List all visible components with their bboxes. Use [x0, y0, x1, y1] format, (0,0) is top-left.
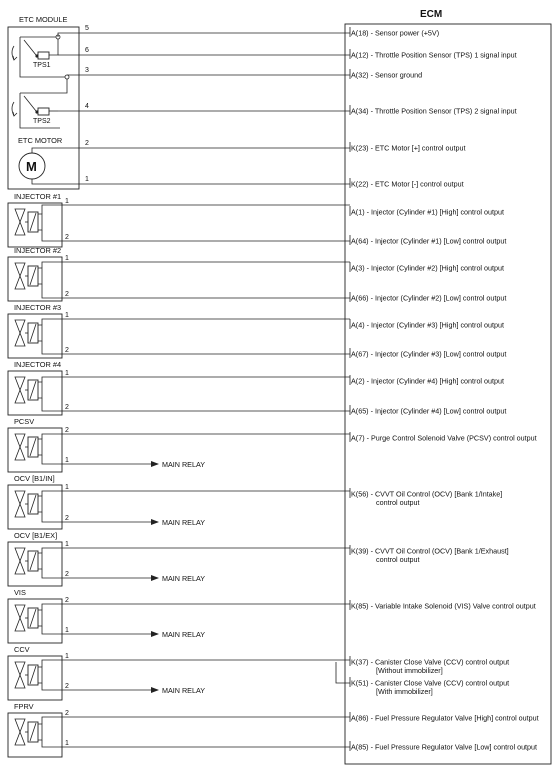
ecm-connection — [350, 262, 504, 273]
ecm-pin: A — [351, 406, 356, 416]
ecm-connection-label — [351, 29, 439, 38]
component-title: CCV — [14, 645, 30, 654]
ecm-connection — [350, 405, 506, 416]
ecm-desc: - Fuel Pressure Regulator Valve [High] control output — [368, 713, 539, 723]
wire-number: 1 — [65, 255, 69, 262]
ecm-pin: A — [351, 263, 356, 273]
solenoid-components — [8, 192, 350, 757]
wire-number: 1 — [65, 312, 69, 319]
ecm-desc: - Injector (Cylinder #2) [Low] control output — [368, 293, 507, 303]
component-title: INJECTOR #2 — [14, 246, 62, 255]
ecm-connection — [350, 27, 439, 38]
ecm-pin: K — [351, 546, 356, 556]
component-title: OCV [B1/IN] — [14, 474, 55, 483]
ecm-desc: - Throttle Position Sensor (TPS) 1 signal input — [368, 50, 517, 60]
ecm-connection — [350, 178, 464, 189]
ecm-term: (22) — [355, 179, 369, 189]
ecm-pin: A — [351, 320, 356, 330]
ecm-term: (64) — [355, 236, 369, 246]
ecm-desc: - Injector (Cylinder #1) [Low] control output — [368, 236, 507, 246]
ecm-connection — [350, 142, 465, 153]
ecm-term: (34) — [355, 106, 369, 116]
ecm-connection-label — [351, 237, 506, 246]
ecm-connection-label — [351, 490, 502, 499]
ecm-connection — [350, 49, 517, 60]
ecm-pin: K — [351, 489, 356, 499]
ecm-term: (23) — [355, 143, 369, 153]
main-relay-label: MAIN RELAY — [162, 518, 206, 527]
component-title: OCV [B1/EX] — [14, 531, 58, 540]
ecm-desc: - Purge Control Solenoid Valve (PCSV) control output — [364, 433, 537, 443]
ecm-desc: - Throttle Position Sensor (TPS) 2 signal input — [368, 106, 517, 116]
etc-wire-1: 1 — [85, 176, 89, 183]
ecm-connection-label — [351, 294, 506, 303]
ecm-desc: - Sensor power (+5V) — [368, 28, 440, 38]
component-3 — [8, 303, 350, 358]
wire-number: 2 — [65, 404, 69, 411]
wire-number: 2 — [65, 683, 69, 690]
ecm-term: (7) — [355, 433, 365, 443]
etc-motor-title: ETC MOTOR — [18, 136, 63, 145]
ecm-connection-label — [351, 407, 506, 416]
etc-module-title: ETC MODULE — [19, 15, 68, 24]
ecm-connection-label — [351, 71, 422, 80]
ecm-term: (12) — [355, 50, 369, 60]
etc-motor-symbol: M — [26, 159, 37, 174]
wire-number: 2 — [65, 427, 69, 434]
ecm-connection — [350, 712, 539, 723]
ecm-connection-label — [351, 714, 539, 723]
ecm-term: (66) — [355, 293, 369, 303]
ecm-connection — [350, 375, 504, 386]
ecm-connection — [350, 292, 506, 303]
ecm-desc: - Fuel Pressure Regulator Valve [Low] control output — [368, 742, 538, 752]
ecm-connection-label — [351, 547, 509, 556]
wire-number: 1 — [65, 541, 69, 548]
wire-number: 2 — [65, 597, 69, 604]
ecm-connection-label — [351, 743, 537, 752]
ecm-pin: K — [351, 601, 356, 611]
etc-wires — [32, 25, 350, 184]
ecm-connection-label — [351, 51, 517, 60]
component-title: INJECTOR #4 — [14, 360, 62, 369]
component-6 — [8, 474, 350, 529]
ecm-pin: A — [351, 28, 356, 38]
component-7 — [8, 531, 350, 586]
ecm-connection-label — [351, 107, 517, 116]
ecm-connection — [350, 348, 506, 359]
ecm-pin: A — [351, 236, 356, 246]
ecm-connection-label — [351, 144, 465, 153]
wire-number: 1 — [65, 198, 69, 205]
ecm-pin: A — [351, 207, 356, 217]
ecm-pin: K — [351, 678, 356, 688]
ecm-pin: A — [351, 106, 356, 116]
ecm-desc: - Sensor ground — [368, 70, 423, 80]
ecm-desc: - Injector (Cylinder #3) [Low] control output — [368, 349, 507, 359]
ecm-connection-label — [351, 602, 536, 611]
ecm-pin: A — [351, 349, 356, 359]
wire-number: 2 — [65, 571, 69, 578]
component-2 — [8, 246, 350, 301]
wire-number: 1 — [65, 653, 69, 660]
ecm-term: (32) — [355, 70, 369, 80]
ecm-desc: - Canister Close Valve (CCV) control output — [368, 678, 510, 688]
main-relay-label: MAIN RELAY — [162, 574, 206, 583]
component-9 — [8, 645, 350, 700]
ecm-connection-label — [351, 180, 464, 189]
ecm-term: (85) — [355, 601, 369, 611]
ecm-connection — [350, 105, 517, 116]
ecm-term: (51) — [355, 678, 369, 688]
ecm-connection — [350, 69, 422, 80]
ecm-desc: - ETC Motor [-] control output — [368, 179, 464, 189]
component-1 — [8, 192, 350, 247]
ecm-desc: - Injector (Cylinder #4) [Low] control output — [368, 406, 507, 416]
main-relay-label: MAIN RELAY — [162, 460, 206, 469]
ecm-term: (3) — [355, 263, 365, 273]
etc-wire-2: 2 — [85, 140, 89, 147]
etc-wire-6: 6 — [85, 47, 89, 54]
ecm-connection-label — [351, 350, 506, 359]
ecm-term: (67) — [355, 349, 369, 359]
ecm-desc: - Injector (Cylinder #1) [High] control output — [364, 207, 505, 217]
ecm-connection — [350, 741, 537, 752]
ecm-term: (18) — [355, 28, 369, 38]
ecm-connection — [350, 600, 536, 611]
ecm-term: (1) — [355, 207, 365, 217]
ecm-pin: K — [351, 179, 356, 189]
ecm-desc: - Variable Intake Solenoid (VIS) Valve control output — [368, 601, 536, 611]
ecm-pin: A — [351, 713, 356, 723]
main-relay-label: MAIN RELAY — [162, 686, 206, 695]
component-title: PCSV — [14, 417, 35, 426]
ecm-desc: - Canister Close Valve (CCV) control output — [368, 657, 510, 667]
etc-wire-3: 3 — [85, 67, 89, 74]
ecm-term: (4) — [355, 320, 365, 330]
ecm-term: (85) — [355, 742, 369, 752]
ecm-connection — [350, 319, 504, 330]
ecm-connection-label — [351, 377, 504, 386]
ecm-term: (37) — [355, 657, 369, 667]
ecm-term: (56) — [355, 489, 369, 499]
ecm-pin: A — [351, 433, 356, 443]
ecm-desc: - ETC Motor [+] control output — [368, 143, 466, 153]
ecm-term: (86) — [355, 713, 369, 723]
ecm-pin: A — [351, 742, 356, 752]
ecm-term: (2) — [355, 376, 365, 386]
component-title: FPRV — [14, 702, 34, 711]
ecm-connection-label-2: [With immobilizer] — [376, 687, 433, 696]
ecm-term: (65) — [355, 406, 369, 416]
wire-number: 2 — [65, 347, 69, 354]
ecm-pin: K — [351, 657, 356, 667]
ecm-connection — [350, 206, 504, 217]
etc-module — [8, 15, 79, 189]
ecm-connection-label-2: control output — [376, 498, 420, 507]
component-title: INJECTOR #1 — [14, 192, 62, 201]
ecm-desc: - CVVT Oil Control (OCV) [Bank 1/Exhaust] — [368, 546, 509, 556]
ecm-pin: A — [351, 293, 356, 303]
wire-number: 1 — [65, 740, 69, 747]
ecm-pin: K — [351, 143, 356, 153]
ecm-term: (39) — [355, 546, 369, 556]
wire-number: 2 — [65, 515, 69, 522]
ecm-desc: - CVVT Oil Control (OCV) [Bank 1/Intake] — [368, 489, 503, 499]
ecm-desc: - Injector (Cylinder #4) [High] control output — [364, 376, 505, 386]
etc-wire-5: 5 — [85, 25, 89, 32]
ecm-connection-label-2: [Without immobilizer] — [376, 666, 443, 675]
component-title: INJECTOR #3 — [14, 303, 62, 312]
ecm-connection — [350, 432, 537, 443]
ecm-title: ECM — [420, 9, 443, 20]
ecm-pin: A — [351, 70, 356, 80]
component-10 — [8, 702, 350, 757]
wire-number: 2 — [65, 291, 69, 298]
component-5 — [8, 417, 350, 472]
ecm-connection — [350, 235, 506, 246]
component-8 — [8, 588, 350, 643]
component-title: VIS — [14, 588, 26, 597]
component-4 — [8, 360, 350, 415]
ecm-pin: A — [351, 50, 356, 60]
ecm-connection-label-2: control output — [376, 555, 420, 564]
ecm-desc: - Injector (Cylinder #2) [High] control output — [364, 263, 505, 273]
ecm-pin: A — [351, 376, 356, 386]
etc-wire-4: 4 — [85, 103, 89, 110]
ecm-connection-label — [351, 434, 537, 443]
tps1-label: TPS1 — [33, 62, 51, 69]
ecm-connection-label — [351, 264, 504, 273]
main-relay-label: MAIN RELAY — [162, 630, 206, 639]
ecm-connection-label — [351, 321, 504, 330]
wire-number: 1 — [65, 457, 69, 464]
wire-number: 1 — [65, 627, 69, 634]
tps2-label: TPS2 — [33, 118, 51, 125]
ecm-box — [345, 24, 551, 764]
ecm-connection-label — [351, 208, 504, 217]
wire-number: 2 — [65, 234, 69, 241]
wire-number: 1 — [65, 370, 69, 377]
ecm-desc: - Injector (Cylinder #3) [High] control output — [364, 320, 505, 330]
wire-number: 1 — [65, 484, 69, 491]
wire-number: 2 — [65, 710, 69, 717]
